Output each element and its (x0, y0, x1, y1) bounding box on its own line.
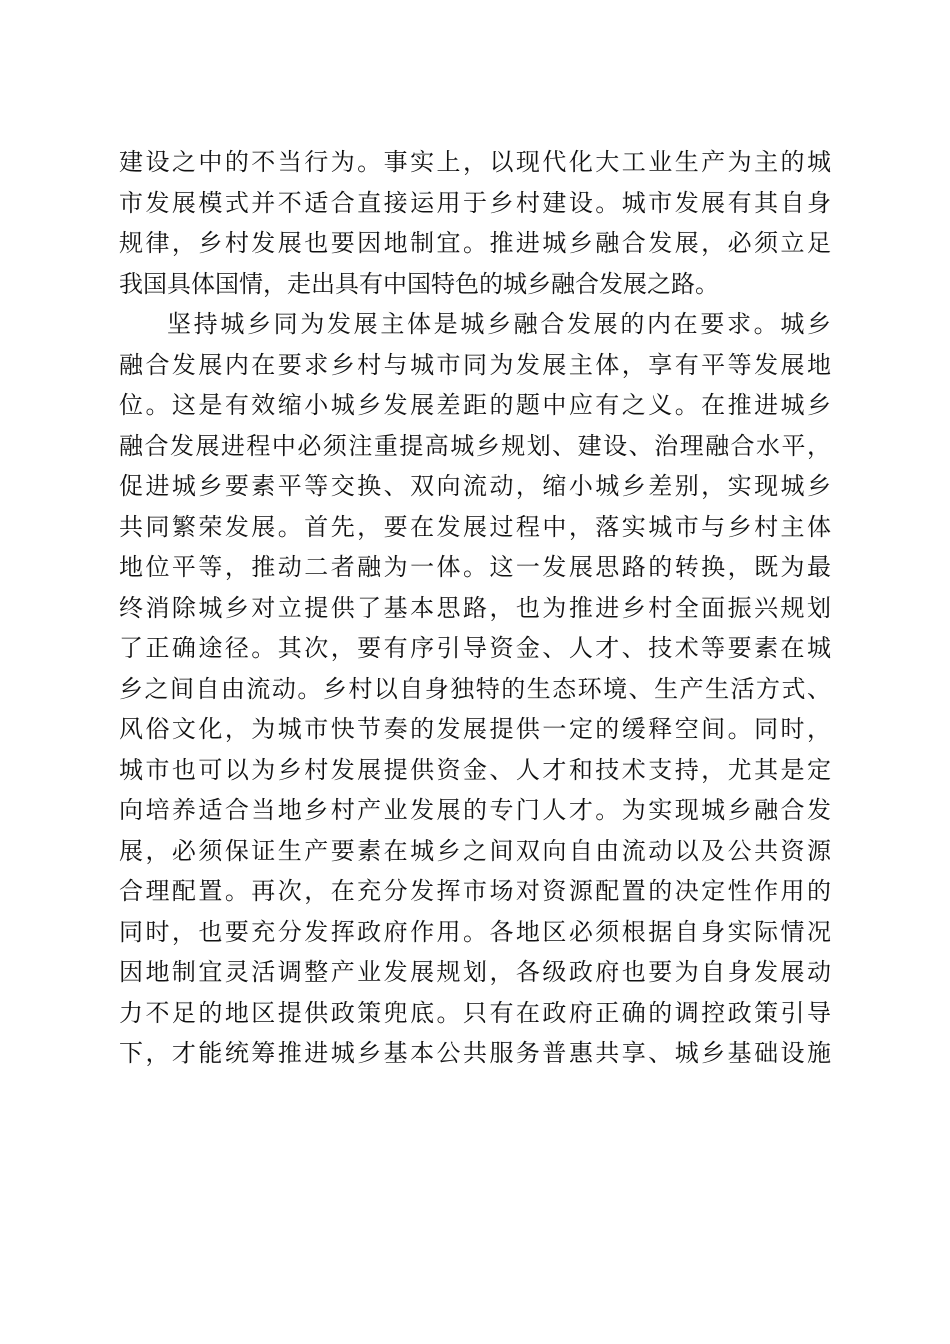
text-line: 融合发展进程中必须注重提高城乡规划、建设、治理融合水平， (119, 431, 831, 460)
text-line: 终消除城乡对立提供了基本思路，也为推进乡村全面振兴规划 (119, 593, 831, 622)
text-line: 合理配置。再次，在充分发挥市场对资源配置的决定性作用的 (119, 877, 831, 905)
paragraph-first-line: 坚持城乡同为发展主体是城乡融合发展的内在要求。城乡 (167, 310, 831, 338)
text-line: 风俗文化，为城市快节奏的发展提供一定的缓释空间。同时， (119, 715, 831, 743)
text-line: 力不足的地区提供政策兜底。只有在政府正确的调控政策引导 (119, 998, 831, 1027)
text-line: 了正确途径。其次，要有序引导资金、人才、技术等要素在城 (119, 634, 831, 662)
text-line: 下，才能统筹推进城乡基本公共服务普惠共享、城乡基础设施 (119, 1039, 831, 1067)
text-line: 城市也可以为乡村发展提供资金、人才和技术支持，尤其是定 (119, 755, 831, 784)
text-line: 融合发展内在要求乡村与城市同为发展主体，享有平等发展地 (119, 350, 831, 379)
text-line: 市发展模式并不适合直接运用于乡村建设。城市发展有其自身 (119, 188, 831, 217)
text-line: 规律，乡村发展也要因地制宜。推进城乡融合发展，必须立足 (119, 229, 831, 257)
text-line: 地位平等，推动二者融为一体。这一发展思路的转换，既为最 (119, 553, 831, 581)
text-line: 展，必须保证生产要素在城乡之间双向自由流动以及公共资源 (119, 836, 831, 865)
text-line: 建设之中的不当行为。事实上，以现代化大工业生产为主的城 (119, 148, 831, 176)
text-line: 同时，也要充分发挥政府作用。各地区必须根据自身实际情况 (119, 917, 831, 946)
body-text (119, 142, 831, 1074)
text-line: 共同繁荣发展。首先，要在发展过程中，落实城市与乡村主体 (119, 512, 831, 541)
text-line: 因地制宜灵活调整产业发展规划，各级政府也要为自身发展动 (119, 958, 831, 986)
text-line: 位。这是有效缩小城乡发展差距的题中应有之义。在推进城乡 (119, 391, 831, 419)
text-line: 我国具体国情，走出具有中国特色的城乡融合发展之路。 (119, 269, 719, 298)
text-line: 向培养适合当地乡村产业发展的专门人才。为实现城乡融合发 (119, 796, 831, 824)
text-line: 促进城乡要素平等交换、双向流动，缩小城乡差别，实现城乡 (119, 472, 831, 500)
text-line: 乡之间自由流动。乡村以自身独特的生态环境、生产生活方式、 (119, 674, 831, 703)
